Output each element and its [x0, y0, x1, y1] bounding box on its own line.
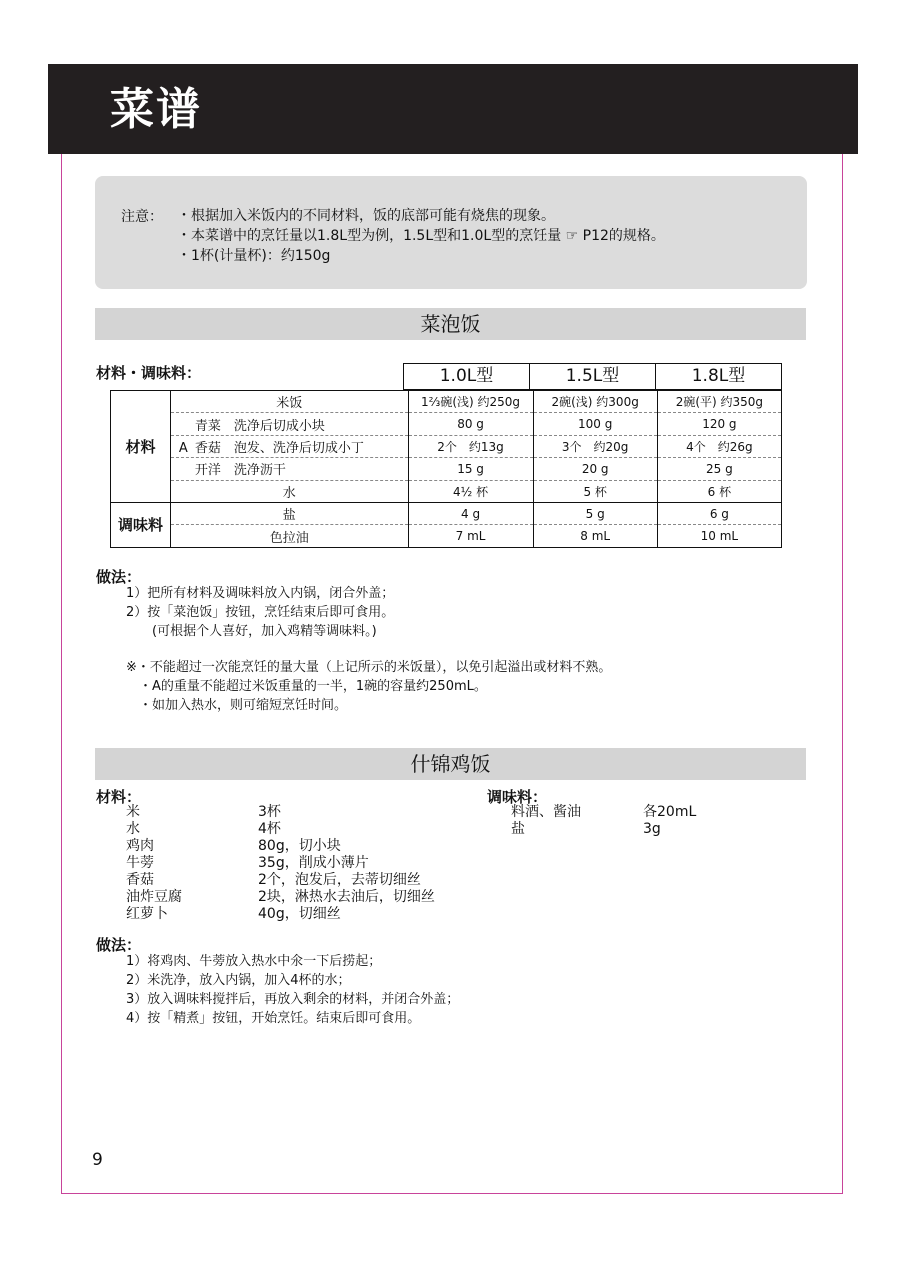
row-value: 5 杯 [533, 480, 657, 502]
column-header-1-8l: 1.8L型 [655, 364, 781, 389]
row-value: 7 mL [408, 525, 533, 547]
column-header-1-0l: 1.0L型 [439, 366, 494, 386]
note: ・A的重量不能超过米饭重量的一半，1碗的容量约250mL。 [126, 679, 487, 694]
list-item [126, 872, 435, 889]
ingredient-name: 料酒、酱油 [511, 804, 581, 820]
recipe1-notes [126, 658, 611, 715]
row-name: 色拉油 [170, 525, 408, 547]
recipe-table [110, 390, 782, 548]
row-value: 8 mL [533, 525, 657, 547]
step: 3）放入调味料搅拌后，再放入剩余的材料，并闭合外盖； [126, 992, 460, 1007]
ingredient-amount: 3杯 [258, 804, 281, 820]
table-row [111, 458, 782, 480]
table-row [111, 502, 782, 524]
row-value: 6 杯 [657, 480, 781, 502]
table-row [111, 413, 782, 435]
row-value: 80 g [408, 413, 533, 435]
recipe2-seasoning-title: 调味料： [487, 788, 548, 806]
ingredient-amount: 4杯 [258, 821, 281, 837]
note: ・如加入热水，则可缩短烹饪时间。 [126, 698, 348, 713]
page-number: 9 [92, 1150, 103, 1170]
recipe2-method-title: 做法： [96, 936, 142, 954]
list-item [126, 804, 435, 821]
ingredient-amount: 80g，切小块 [258, 838, 341, 854]
row-value: 25 g [657, 458, 781, 480]
row-value: 1⅔碗(浅) 约250g [408, 391, 533, 413]
row-value: 5 g [533, 502, 657, 524]
recipe2-materials-title: 材料： [96, 788, 142, 806]
row-value: 2碗(平) 约350g [657, 391, 781, 413]
ingredient-amount: 各20mL [643, 804, 697, 820]
table-row [111, 480, 782, 502]
row-value: 2个 约13g [408, 435, 533, 457]
row-name-cell [170, 435, 408, 457]
ingredient-amount: 3g [643, 821, 661, 837]
notice-box [95, 176, 807, 289]
row-name: 青菜 洗净后切成小块 [194, 418, 325, 434]
notice-label: 注意： [121, 209, 163, 225]
ingredient-name: 油炸豆腐 [126, 889, 182, 905]
step: (可根据个人喜好，加入鸡精等调味料。) [126, 624, 377, 639]
row-name: 米饭 [170, 391, 408, 413]
step: 1）将鸡肉、牛蒡放入热水中氽一下后捞起； [126, 954, 382, 969]
recipe1-method-title: 做法： [96, 568, 142, 586]
table-row [111, 391, 782, 413]
table-row [111, 435, 782, 457]
row-value: 10 mL [657, 525, 781, 547]
header-bar [48, 64, 858, 154]
group-a-mark: A [178, 440, 188, 456]
row-name-cell [170, 458, 408, 480]
row-value: 20 g [533, 458, 657, 480]
recipe2-seasoning-list [511, 804, 696, 838]
row-name: 香菇 泡发、洗净后切成小丁 [194, 440, 364, 456]
recipe1-title: 菜泡饭 [95, 308, 806, 340]
column-header-1-5l: 1.5L型 [529, 364, 655, 389]
ingredient-amount: 2块，淋热水去油后，切细丝 [258, 889, 435, 905]
row-value: 4½ 杯 [408, 480, 533, 502]
row-value: 4个 约26g [657, 435, 781, 457]
row-name: 盐 [170, 502, 408, 524]
row-value: 3个 约20g [533, 435, 657, 457]
step: 1）把所有材料及调味料放入内锅，闭合外盖； [126, 586, 395, 601]
list-item [126, 838, 435, 855]
list-item [126, 906, 435, 923]
category-seasoning: 调味料 [111, 502, 171, 547]
row-name: 开洋 洗净沥干 [194, 463, 286, 479]
step: 2）米洗净，放入内锅，加入4杯的水； [126, 973, 351, 988]
note: ※・不能超过一次能烹饪的量大量（上记所示的米饭量），以免引起溢出或材料不熟。 [126, 660, 612, 675]
list-item [126, 821, 435, 838]
row-name: 水 [170, 480, 408, 502]
row-value: 15 g [408, 458, 533, 480]
row-name-cell [170, 413, 408, 435]
ingredient-name: 水 [126, 821, 140, 837]
notice-line: ・本菜谱中的烹饪量以1.8L型为例，1.5L型和1.0L型的烹饪量 ☞ P12的规格。 [177, 228, 665, 244]
table-header [403, 363, 782, 390]
page-title: 菜谱 [110, 84, 202, 135]
recipe1-steps [126, 584, 394, 641]
ingredient-name: 米 [126, 804, 140, 820]
ingredient-name: 盐 [511, 821, 525, 837]
list-item [126, 855, 435, 872]
category-materials: 材料 [111, 391, 171, 503]
recipe2-materials-list [126, 804, 435, 923]
recipe2-title: 什锦鸡饭 [95, 748, 806, 780]
row-value: 2碗(浅) 约300g [533, 391, 657, 413]
list-item [126, 889, 435, 906]
ingredient-name: 红萝卜 [126, 906, 168, 922]
ingredient-name: 牛蒡 [126, 855, 154, 871]
ingredient-amount: 2个，泡发后，去蒂切细丝 [258, 872, 421, 888]
row-value: 100 g [533, 413, 657, 435]
list-item [511, 821, 696, 838]
row-value: 6 g [657, 502, 781, 524]
list-item [511, 804, 696, 821]
step: 4）按「精煮」按钮，开始烹饪。结束后即可食用。 [126, 1011, 421, 1026]
row-value: 4 g [408, 502, 533, 524]
notice-line: ・1杯(计量杯)：约150g [177, 248, 331, 264]
ingredient-amount: 40g，切细丝 [258, 906, 341, 922]
ingredient-name: 鸡肉 [126, 838, 154, 854]
materials-seasoning-label: 材料・调味料： [96, 364, 202, 382]
ingredient-amount: 35g，削成小薄片 [258, 855, 369, 871]
notice-line: ・根据加入米饭内的不同材料，饭的底部可能有烧焦的现象。 [177, 208, 555, 224]
table-row [111, 525, 782, 547]
notice-lines [177, 206, 665, 266]
row-value: 120 g [657, 413, 781, 435]
recipe2-steps [126, 952, 459, 1028]
step: 2）按「菜泡饭」按钮，烹饪结束后即可食用。 [126, 605, 395, 620]
ingredient-name: 香菇 [126, 872, 154, 888]
